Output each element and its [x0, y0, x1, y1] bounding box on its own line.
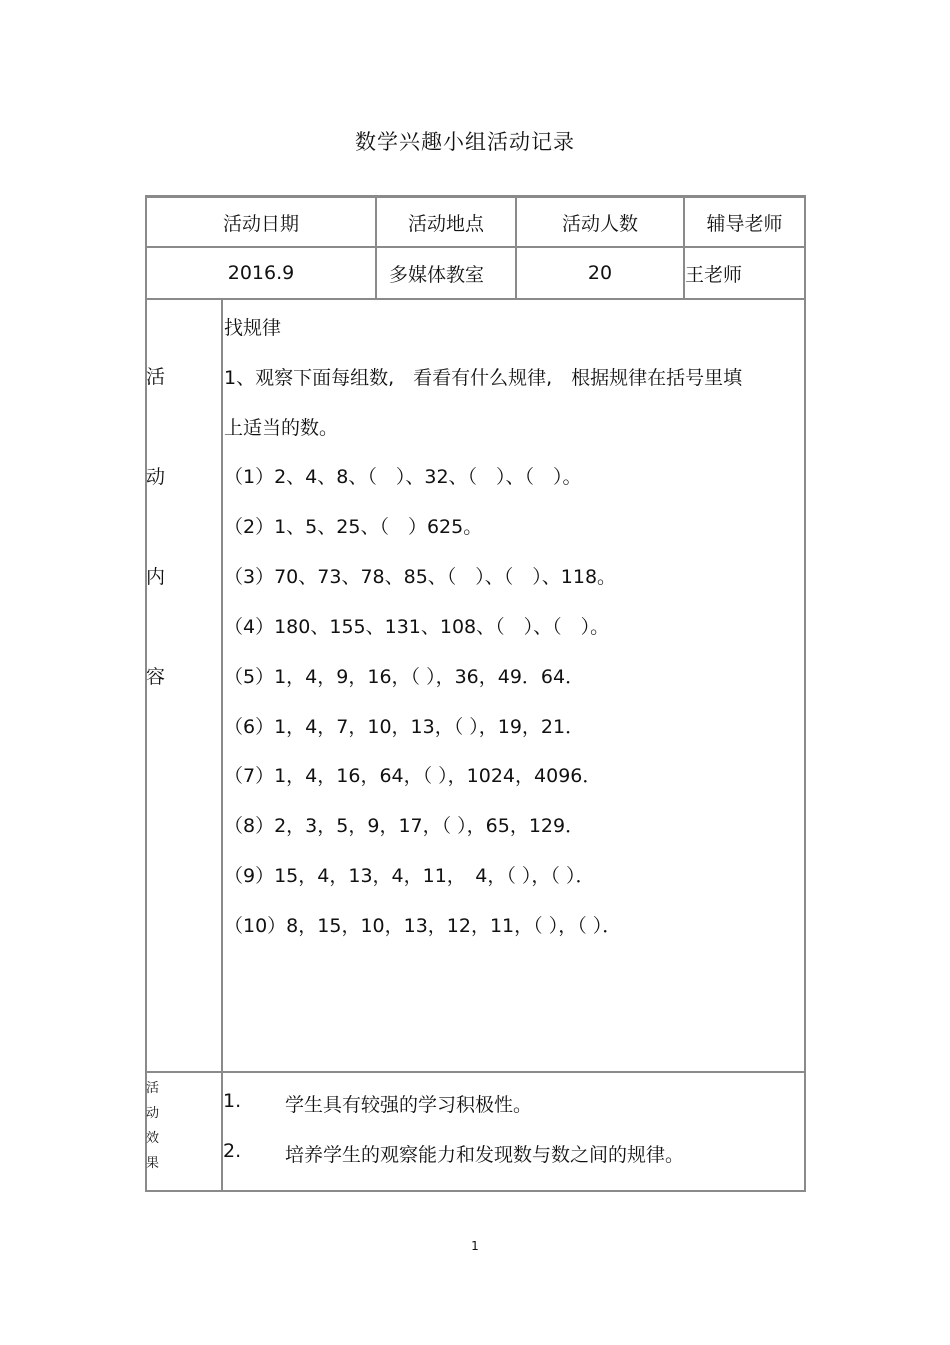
problem-item: （3）70、73、78、85、（ ）、（ ）、118。 [224, 566, 617, 588]
content-instruction: 1、观察下面每组数, 看看有什么规律, 根据规律在括号里填 [224, 367, 743, 389]
header-place-label: 活动地点 [407, 212, 484, 235]
effect-item-text: 培养学生的观察能力和发现数与数之间的规律。 [285, 1144, 685, 1166]
effect-label-char: 效 [146, 1131, 160, 1146]
content-label-char: 活 [146, 366, 166, 388]
content-label-char: 动 [146, 466, 166, 488]
problem-item: （1）2、4、8、（ ）、32、（ ）、（ ）。 [224, 466, 582, 488]
problem-item: （6）1，4，7，10，13，（ ），19，21． [224, 716, 585, 738]
problem-item: （5）1，4，9，16，（ ），36，49．64． [224, 666, 585, 688]
effect-label-char: 动 [146, 1106, 160, 1121]
effect-item-number: 2. [223, 1140, 242, 1162]
content-instruction-cont: 上适当的数。 [224, 417, 339, 439]
page-title: 数学兴趣小组活动记录 [355, 130, 575, 154]
problem-item: （4）180、155、131、108、（ ）、（ ）。 [224, 616, 610, 638]
problem-item: （9）15，4，13，4，11， 4，（ ），（ ）． [224, 865, 595, 887]
effect-label-char: 果 [146, 1156, 160, 1171]
effect-item-text: 学生具有较强的学习积极性。 [285, 1094, 533, 1116]
content-heading: 找规律 [224, 317, 282, 339]
content-label-char: 容 [146, 666, 166, 688]
content-label-char: 内 [146, 566, 166, 588]
page-number: 1 [471, 1239, 479, 1253]
info-count: 20 [587, 262, 613, 284]
problem-item: （8）2，3，5，9，17，（ ），65，129． [224, 815, 585, 837]
effect-label-char: 活 [146, 1081, 160, 1096]
header-date-label: 活动日期 [222, 212, 299, 235]
problem-item: （2）1、5、25、（ ）625。 [224, 516, 483, 538]
effect-item-number: 1. [223, 1090, 242, 1112]
problem-item: （7）1，4，16，64，（ ），1024，4096． [224, 765, 602, 787]
header-count-label: 活动人数 [561, 212, 638, 235]
problem-item: （10）8，15，10，13，12，11，（ ），（ ）． [224, 915, 622, 937]
info-teacher: 王老师 [685, 263, 743, 286]
info-date: 2016.9 [227, 262, 295, 284]
header-teacher-label: 辅导老师 [706, 212, 783, 235]
info-place: 多媒体教室 [389, 263, 485, 286]
